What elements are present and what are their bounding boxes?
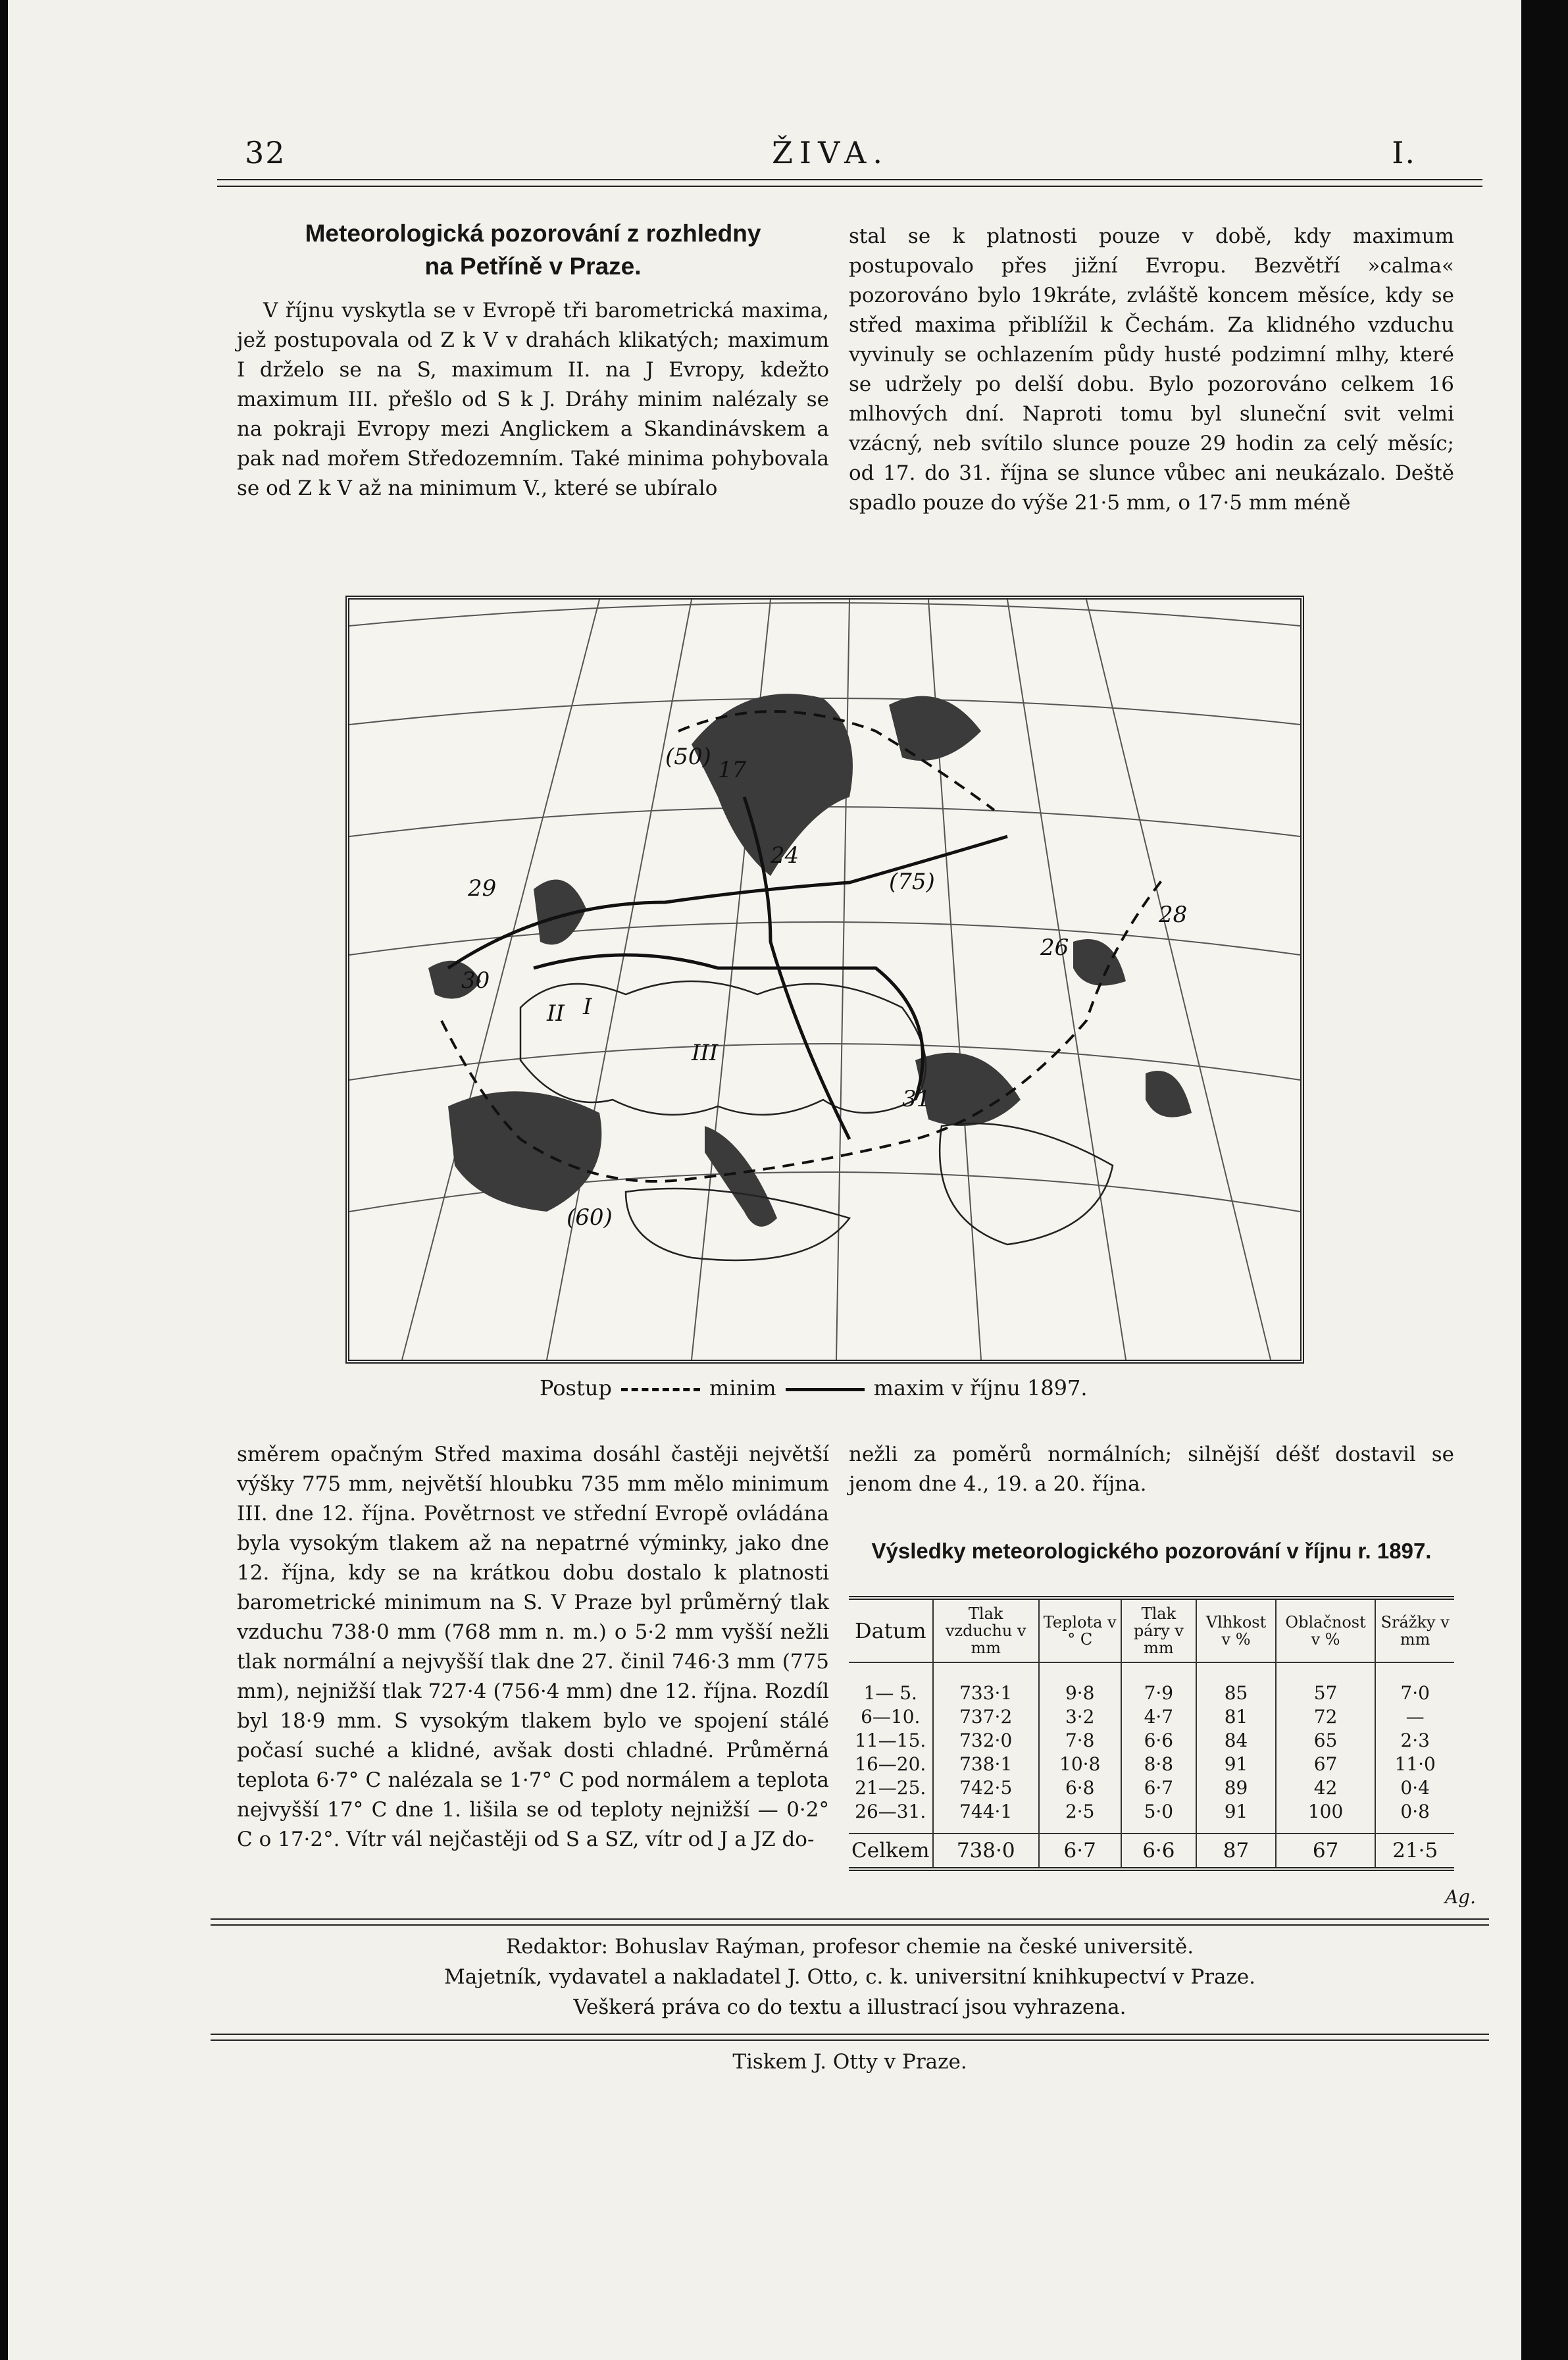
volume-number: I. xyxy=(1392,135,1416,170)
label-50: (50) xyxy=(665,744,711,770)
map-graphic xyxy=(349,600,1300,1360)
cell: 57 xyxy=(1276,1662,1376,1705)
footer-editor: Redaktor: Bohuslav Raýman, profesor chemie na české universitě. xyxy=(505,1935,1194,1959)
paragraph-2: stal se k platnosti pouze v době, kdy maximum postupovalo přes jižní Evropu. Bezvětří »calma« pozorováno bylo 19kráte, zvláště koncem měsíce, kdy se střed maxima přiblížil k Čechám. Za klidného vzduchu vyvinuly se ochlazením půdy husté podzimní mlhy, které se udržely po delší dobu. Bylo pozorováno celkem 16 mlhových dní. Naproti tomu byl sluneční svit velmi vzácný, neb svítilo slunce pouze 29 hodin za celý měsíc; od 17. do 31. října se slunce vůbec ani neukázalo. Deště spadlo pouze do výše 21·5 mm, o 17·5 mm méně xyxy=(849,224,1454,515)
observation-table xyxy=(849,1596,1454,1871)
header-date: Datum xyxy=(849,1600,933,1662)
footer-rule-bottom xyxy=(211,2034,1489,2041)
article-title xyxy=(237,217,829,283)
cell: 6—10. xyxy=(861,1706,921,1728)
cell: 72 xyxy=(1276,1705,1376,1729)
cell: 733·1 xyxy=(933,1662,1039,1705)
article-left-bottom xyxy=(237,1440,829,1855)
cell: 87 xyxy=(1196,1834,1276,1867)
label-60: (60) xyxy=(567,1204,613,1231)
footer-publisher: Majetník, vydavatel a nakladatel J. Otto, c. k. universitní knihkupectví v Praze. xyxy=(443,1965,1256,1989)
cell: 0·4 xyxy=(1375,1776,1454,1800)
label-17: 17 xyxy=(718,757,747,783)
footer-credits xyxy=(211,1932,1489,2022)
cell: 738·0 xyxy=(933,1834,1039,1867)
header-pressure: Tlak vzduchu v mm xyxy=(933,1600,1039,1662)
cell: 85 xyxy=(1196,1662,1276,1705)
page-number: 32 xyxy=(245,135,286,170)
cell: 26—31. xyxy=(855,1801,926,1822)
cell: 4·7 xyxy=(1121,1705,1197,1729)
table-summary-row xyxy=(849,1834,1454,1867)
header-vapour-pressure: Tlak páry v mm xyxy=(1121,1600,1197,1662)
label-24: 24 xyxy=(771,842,799,869)
cell: 744·1 xyxy=(933,1800,1039,1834)
cell: 6·8 xyxy=(1039,1776,1121,1800)
cell: 2·3 xyxy=(1375,1729,1454,1753)
article-left-top xyxy=(237,217,829,503)
caption-minim: minim xyxy=(709,1375,776,1400)
cell: 732·0 xyxy=(933,1729,1039,1753)
cell: 84 xyxy=(1196,1729,1276,1753)
cell: 7·8 xyxy=(1039,1729,1121,1753)
cell: 6·7 xyxy=(1039,1834,1121,1867)
cell: 738·1 xyxy=(933,1753,1039,1776)
label-30: 30 xyxy=(461,967,490,994)
label-31: 31 xyxy=(902,1086,931,1112)
cell: 91 xyxy=(1196,1800,1276,1834)
table-row xyxy=(849,1729,1454,1753)
cell: 67 xyxy=(1276,1753,1376,1776)
title-line-2: na Petříně v Praze. xyxy=(424,253,642,280)
cell: 1— 5. xyxy=(863,1682,917,1704)
cell: 67 xyxy=(1276,1834,1376,1867)
table-row xyxy=(849,1662,1454,1705)
header-rule xyxy=(217,179,1482,187)
label-maximum-i: I xyxy=(583,994,592,1020)
paragraph-3: směrem opačným Střed maxima dosáhl častěji největší výšky 775 mm, největší hloubku 735 mm mělo minimum III. dne 12. října. Povětrnost ve střední Evropě ovládána byla vysokým tlakem až na nepatrné výminky, jako dne 12. října, kdy se na krátkou dobu dostalo k platnosti barometrické minimum na S. V Praze byl průměrný tlak vzduchu 738·0 mm (768 mm n. m.) o 5·2 mm vyšší nežli tlak normální a nejvyšší tlak dne 27. činil 746·3 mm (775 mm), nejnižší tlak 727·4 (756·4 mm) dne 12. října. Rozdíl byl 18·9 mm. S vysokým tlakem bylo ve spojení stálé počasí suché a klidné, avšak dosti chladné. Průměrná teplota 6·7° C nalézala se 1·7° C pod normálem a teplota nejvyšší 17° C dne 1. lišila se od teploty nejnižší — 0·2° C o 17·2°. Vítr vál nejčastěji od S a SZ, vítr od J a JZ do- xyxy=(237,1443,829,1851)
cell: 91 xyxy=(1196,1753,1276,1776)
label-29: 29 xyxy=(468,875,497,902)
cell: 5·0 xyxy=(1121,1800,1197,1834)
title-line-1: Meteorologická pozorování z rozhledny xyxy=(305,220,761,247)
cell: 2·5 xyxy=(1039,1800,1121,1834)
cell: — xyxy=(1375,1705,1454,1729)
label-75: (75) xyxy=(889,869,935,895)
header-cloudiness: Oblačnost v % xyxy=(1276,1600,1376,1662)
label-26: 26 xyxy=(1040,935,1069,961)
cell: 81 xyxy=(1196,1705,1276,1729)
europe-weather-map xyxy=(345,596,1304,1364)
label-28: 28 xyxy=(1159,902,1188,928)
cell: 3·2 xyxy=(1039,1705,1121,1729)
cell: 7·9 xyxy=(1121,1662,1197,1705)
table-row xyxy=(849,1705,1454,1729)
cell: 6·6 xyxy=(1121,1834,1197,1867)
header-temperature: Teplota v ° C xyxy=(1039,1600,1121,1662)
caption-maxim: maxim v říjnu 1897. xyxy=(873,1375,1088,1400)
cell: Celkem xyxy=(849,1834,933,1867)
header-precipitation: Srážky v mm xyxy=(1375,1600,1454,1662)
paragraph-1: V říjnu vyskytla se v Evropě tři barometrická maxima, jež postupovala od Z k V v drahách klikatých; maximum I drželo se na S, maximum II. na J Evropy, kdežto maximum III. přešlo od S k J. Dráhy minim nalézaly se na pokraji Evropy mezi Anglickem a Skandinávskem a pak nad mořem Středozemním. Také minima pohybovala se od Z k V až na minimum V., které se ubíralo xyxy=(237,299,829,500)
running-header xyxy=(245,135,1416,174)
cell: 8·8 xyxy=(1121,1753,1197,1776)
cell: 11·0 xyxy=(1375,1753,1454,1776)
table-title: Výsledky meteorologického pozorování v říjnu r. 1897. xyxy=(871,1539,1432,1563)
cell: 7·0 xyxy=(1375,1662,1454,1705)
cell: 11—15. xyxy=(855,1730,926,1751)
table-row xyxy=(849,1800,1454,1834)
cell: 100 xyxy=(1276,1800,1376,1834)
cell: 42 xyxy=(1276,1776,1376,1800)
cell: 21—25. xyxy=(855,1777,926,1799)
cell: 89 xyxy=(1196,1776,1276,1800)
table-header-row xyxy=(849,1600,1454,1662)
cell: 21·5 xyxy=(1375,1834,1454,1867)
label-maximum-ii: II xyxy=(547,1000,565,1027)
cell: 10·8 xyxy=(1039,1753,1121,1776)
cell: 6·6 xyxy=(1121,1729,1197,1753)
footer-printer: Tiskem J. Otty v Praze. xyxy=(732,2050,967,2074)
dashed-line-key xyxy=(621,1388,700,1391)
label-maximum-iii: III xyxy=(692,1040,719,1066)
paragraph-4: nežli za poměrů normálních; silnější déšť dostavil se jenom dne 4., 19. a 20. října. xyxy=(849,1443,1454,1496)
solid-line-key xyxy=(786,1388,865,1391)
table-row xyxy=(849,1753,1454,1776)
footer-rule-top xyxy=(211,1918,1489,1926)
author-signature: Ag. xyxy=(1444,1886,1476,1908)
footer-rights: Veškerá práva co do textu a illustrací jsou vyhrazena. xyxy=(573,1995,1126,2019)
caption-prefix: Postup xyxy=(540,1375,612,1400)
cell: 742·5 xyxy=(933,1776,1039,1800)
article-right-top xyxy=(849,222,1454,518)
cell: 0·8 xyxy=(1375,1800,1454,1834)
map-caption xyxy=(540,1375,1088,1400)
journal-title: ŽIVA. xyxy=(771,135,890,170)
cell: 6·7 xyxy=(1121,1776,1197,1800)
table-row xyxy=(849,1776,1454,1800)
article-right-bottom xyxy=(849,1440,1454,1499)
header-humidity: Vlhkost v % xyxy=(1196,1600,1276,1662)
cell: 16—20. xyxy=(855,1753,926,1775)
cell: 737·2 xyxy=(933,1705,1039,1729)
cell: 9·8 xyxy=(1039,1662,1121,1705)
cell: 65 xyxy=(1276,1729,1376,1753)
